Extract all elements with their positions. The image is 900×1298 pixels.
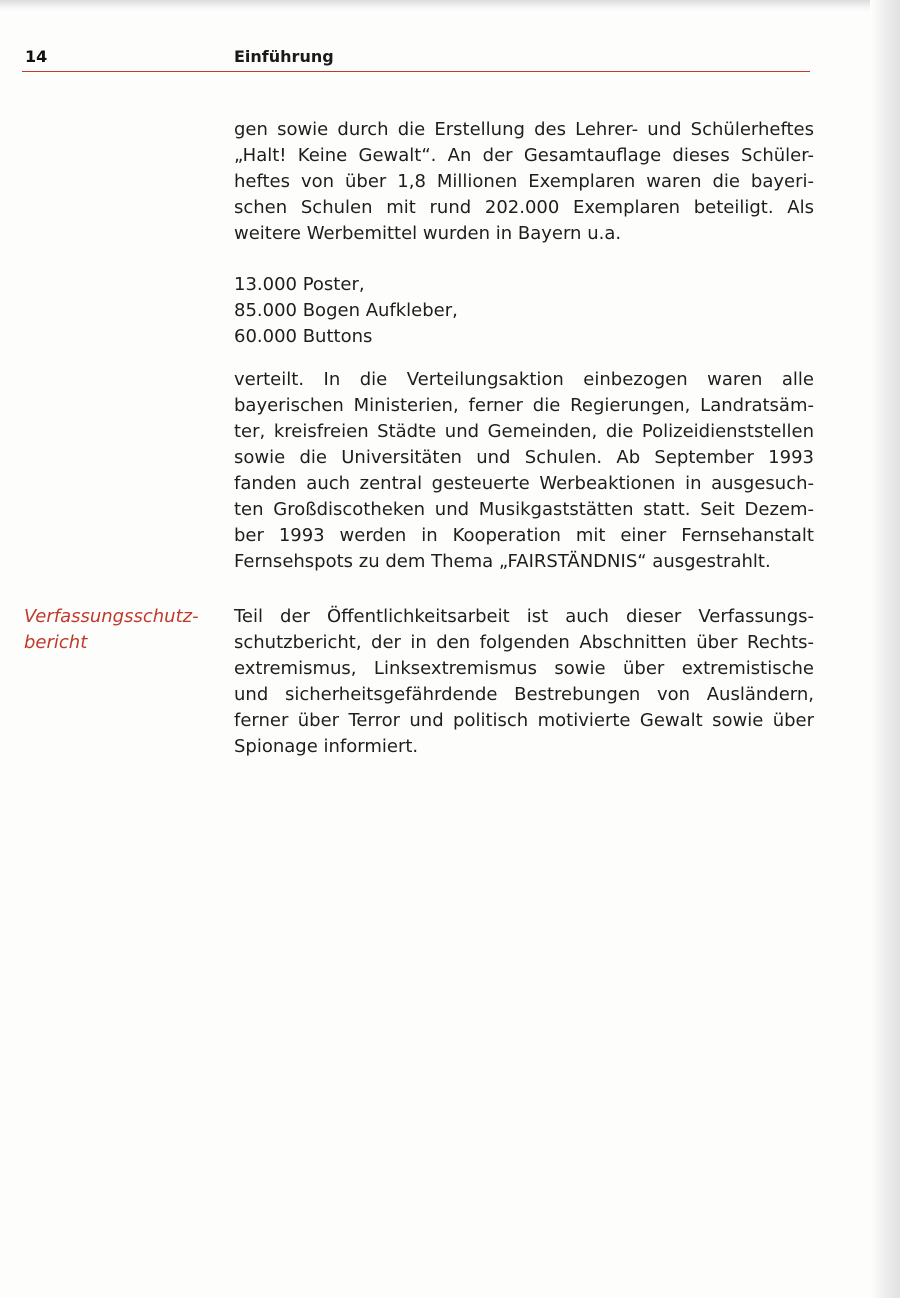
text-line: schutzbericht, der in den folgenden Abschnitten über Rechts- xyxy=(234,632,814,653)
text-line: sowie die Universitäten und Schulen. Ab September 1993 xyxy=(234,447,814,468)
text-line: und sicherheitsgefährdende Bestrebungen von Ausländern, xyxy=(234,684,814,705)
text-line: schen Schulen mit rund 202.000 Exemplaren beteiligt. Als xyxy=(234,197,814,218)
text-line: ter, kreisfreien Städte und Gemeinden, die Polizeidienststellen xyxy=(234,421,814,442)
text-line: ten Großdiscotheken und Musikgaststätten statt. Seit Dezem- xyxy=(234,499,814,520)
text-line: heftes von über 1,8 Millionen Exemplaren waren die bayeri- xyxy=(234,171,814,192)
marginal-note-line: bericht xyxy=(24,632,88,653)
paragraph-distribution xyxy=(234,367,814,575)
list-item: 85.000 Bogen Aufkleber, xyxy=(234,300,458,321)
text-line: extremismus, Linksextremismus sowie über extremistische xyxy=(234,658,814,679)
text-line: verteilt. In die Verteilungsaktion einbezogen waren alle xyxy=(234,369,814,390)
chapter-title: Einführung xyxy=(234,47,334,66)
promo-items-list xyxy=(234,272,814,350)
text-line: Spionage informiert. xyxy=(234,736,419,757)
page-number: 14 xyxy=(25,47,48,66)
text-line: Teil der Öffentlichkeitsarbeit ist auch dieser Verfassungs- xyxy=(234,606,814,627)
scan-top-shadow xyxy=(0,0,870,12)
header-rule xyxy=(22,71,810,72)
paragraph-intro xyxy=(234,117,814,247)
text-line: fanden auch zentral gesteuerte Werbeaktionen in ausgesuch- xyxy=(234,473,814,494)
text-line: ber 1993 werden in Kooperation mit einer Fernsehanstalt xyxy=(234,525,814,546)
list-item: 13.000 Poster, xyxy=(234,274,365,295)
text-line: weitere Werbemittel wurden in Bayern u.a. xyxy=(234,223,622,244)
marginal-note xyxy=(24,604,214,656)
list-item: 60.000 Buttons xyxy=(234,326,373,347)
text-line: ferner über Terror und politisch motivierte Gewalt sowie über xyxy=(234,710,814,731)
paragraph-report xyxy=(234,604,814,760)
scan-right-edge xyxy=(872,0,900,1298)
text-line: gen sowie durch die Erstellung des Lehrer- und Schülerheftes xyxy=(234,119,814,140)
text-line: Fernsehspots zu dem Thema „FAIRSTÄNDNIS“ ausgestrahlt. xyxy=(234,551,771,572)
marginal-note-line: Verfassungsschutz- xyxy=(24,606,199,627)
text-line: bayerischen Ministerien, ferner die Regierungen, Landratsäm- xyxy=(234,395,814,416)
text-line: „Halt! Keine Gewalt“. An der Gesamtauflage dieses Schüler- xyxy=(234,145,814,166)
